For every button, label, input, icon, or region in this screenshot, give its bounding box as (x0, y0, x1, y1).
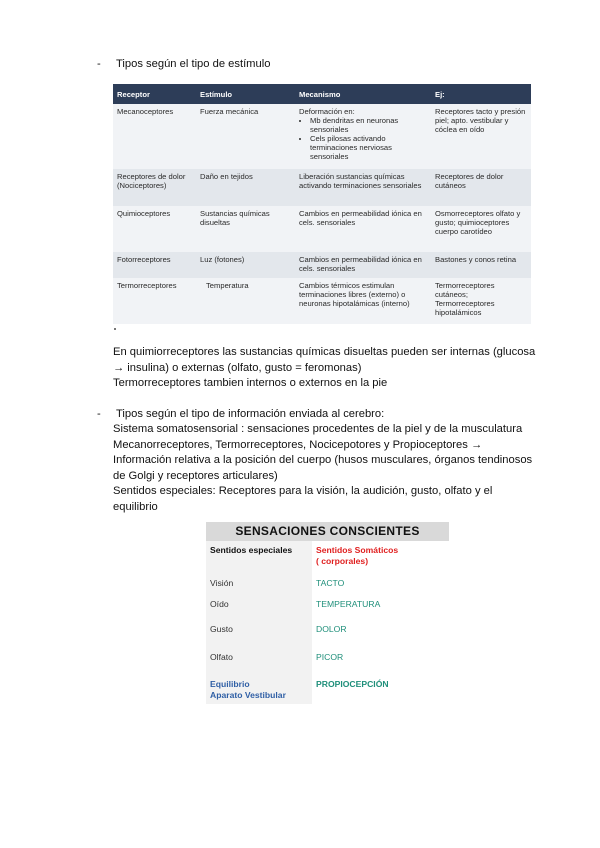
table-row (113, 278, 531, 324)
table-row (206, 675, 449, 704)
note-line: Sistema somatosensorial : sensaciones procedentes de la piel y de la musculatura (113, 423, 523, 435)
table-row (206, 648, 449, 675)
table-cell: Visión (206, 574, 312, 595)
sensations-grid (206, 541, 449, 704)
note-line: Sentidos especiales: Receptores para la visión, la audición, gusto, olfato y el (113, 485, 493, 497)
table-cell: Termorreceptores cutáneos; Termorreceptores hipotalámicos (431, 278, 531, 324)
table-cell: Oído (206, 595, 312, 620)
column-header: Mecanismo (295, 84, 431, 104)
note-line: Termorreceptores tambien internos o externos en la pie (113, 377, 388, 389)
cell-line: Equilibrio (210, 679, 250, 689)
table-cell (295, 104, 431, 169)
table-cell: Liberación sustancias químicas activando terminaciones sensoriales (295, 169, 431, 206)
sensations-table (206, 522, 449, 698)
note-line: equilibrio (113, 500, 158, 513)
cell-line: Aparato Vestibular (210, 689, 286, 700)
notes-block-1 (113, 345, 535, 392)
note-line: de Golgi y receptores articulares) (113, 469, 278, 482)
table-row (113, 169, 531, 206)
column-header: Ej: (431, 84, 531, 104)
header-somatic-line: Sentidos Somáticos (316, 545, 399, 555)
table-cell: Cambios en permeabilidad iónica en cels. sensoriales (295, 206, 431, 252)
mecanismo-list (299, 116, 427, 161)
note-line: → insulina) o externas (olfato, gusto = feromonas) (113, 361, 362, 374)
table-cell: PROPIOCEPCIÓN (312, 675, 449, 704)
table-cell: Temperatura (196, 278, 295, 324)
table-cell: Bastones y conos retina (431, 252, 531, 278)
table-row (206, 574, 449, 595)
table-cell: Mecanoceptores (113, 104, 196, 169)
stray-mark (114, 328, 116, 330)
table-cell: Gusto (206, 620, 312, 648)
bullet-dash: - (97, 408, 101, 420)
table-row (113, 104, 531, 169)
table-cell: Luz (fotones) (196, 252, 295, 278)
table-cell: Cambios en permeabilidad iónica en cels. sensoriales (295, 252, 431, 278)
table-header-row (113, 84, 531, 104)
table-cell: TEMPERATURA (312, 595, 449, 620)
note-line: En quimiorreceptores las sustancias químicas disueltas pueden ser internas (glucosa (113, 346, 536, 358)
table-cell: DOLOR (312, 620, 449, 648)
table-cell: Sustancias químicas disueltas (196, 206, 295, 252)
list-item: • Cels pilosas activando terminaciones nerviosas sensoriales (310, 134, 427, 161)
table-row (113, 206, 531, 252)
section-title: Tipos según el tipo de estímulo (116, 58, 271, 70)
header-special-senses: Sentidos especiales (206, 541, 312, 574)
table-row (113, 252, 531, 278)
table-cell: Termorreceptores (113, 278, 196, 324)
table-cell: Olfato (206, 648, 312, 675)
column-header: Estímulo (196, 84, 295, 104)
table-cell: Receptores tacto y presión piel; apto. vestibular y cóclea en oído (431, 104, 531, 169)
table-cell: Receptores de dolor cutáneos (431, 169, 531, 206)
table-cell: PICOR (312, 648, 449, 675)
receptor-table (113, 84, 531, 324)
notes-block-2 (113, 422, 532, 515)
table-cell: Osmorreceptores olfato y gusto; quimioceptores cuerpo carotídeo (431, 206, 531, 252)
note-line: Información relativa a la posición del cuerpo (husos musculares, órganos tendinosos (113, 454, 533, 466)
table-cell (206, 675, 312, 704)
note-line: Mecanorreceptores, Termorreceptores, Nocicepotores y Propioceptores → (113, 438, 483, 451)
mecanismo-intro: Deformación en: (299, 107, 355, 116)
table-cell: Cambios térmicos estimulan terminaciones libres (externo) o neuronas hipotalámicas (interno) (295, 278, 431, 324)
sensations-title: SENSACIONES CONSCIENTES (206, 522, 449, 541)
table-cell: Daño en tejidos (196, 169, 295, 206)
table-cell: Quimioceptores (113, 206, 196, 252)
table-cell: Receptores de dolor (Nociceptores) (113, 169, 196, 206)
bullet-dash: - (97, 58, 101, 70)
header-somatic-senses (312, 541, 449, 574)
table-cell: TACTO (312, 574, 449, 595)
table-row (206, 620, 449, 648)
table-cell: Fotorreceptores (113, 252, 196, 278)
table-row (206, 595, 449, 620)
column-header: Receptor (113, 84, 196, 104)
section-title: Tipos según el tipo de información enviada al cerebro: (116, 408, 385, 420)
table-header-row (206, 541, 449, 574)
list-item: • Mb dendritas en neuronas sensoriales (310, 116, 427, 134)
header-somatic-line: ( corporales) (316, 555, 369, 566)
table-cell: Fuerza mecánica (196, 104, 295, 169)
